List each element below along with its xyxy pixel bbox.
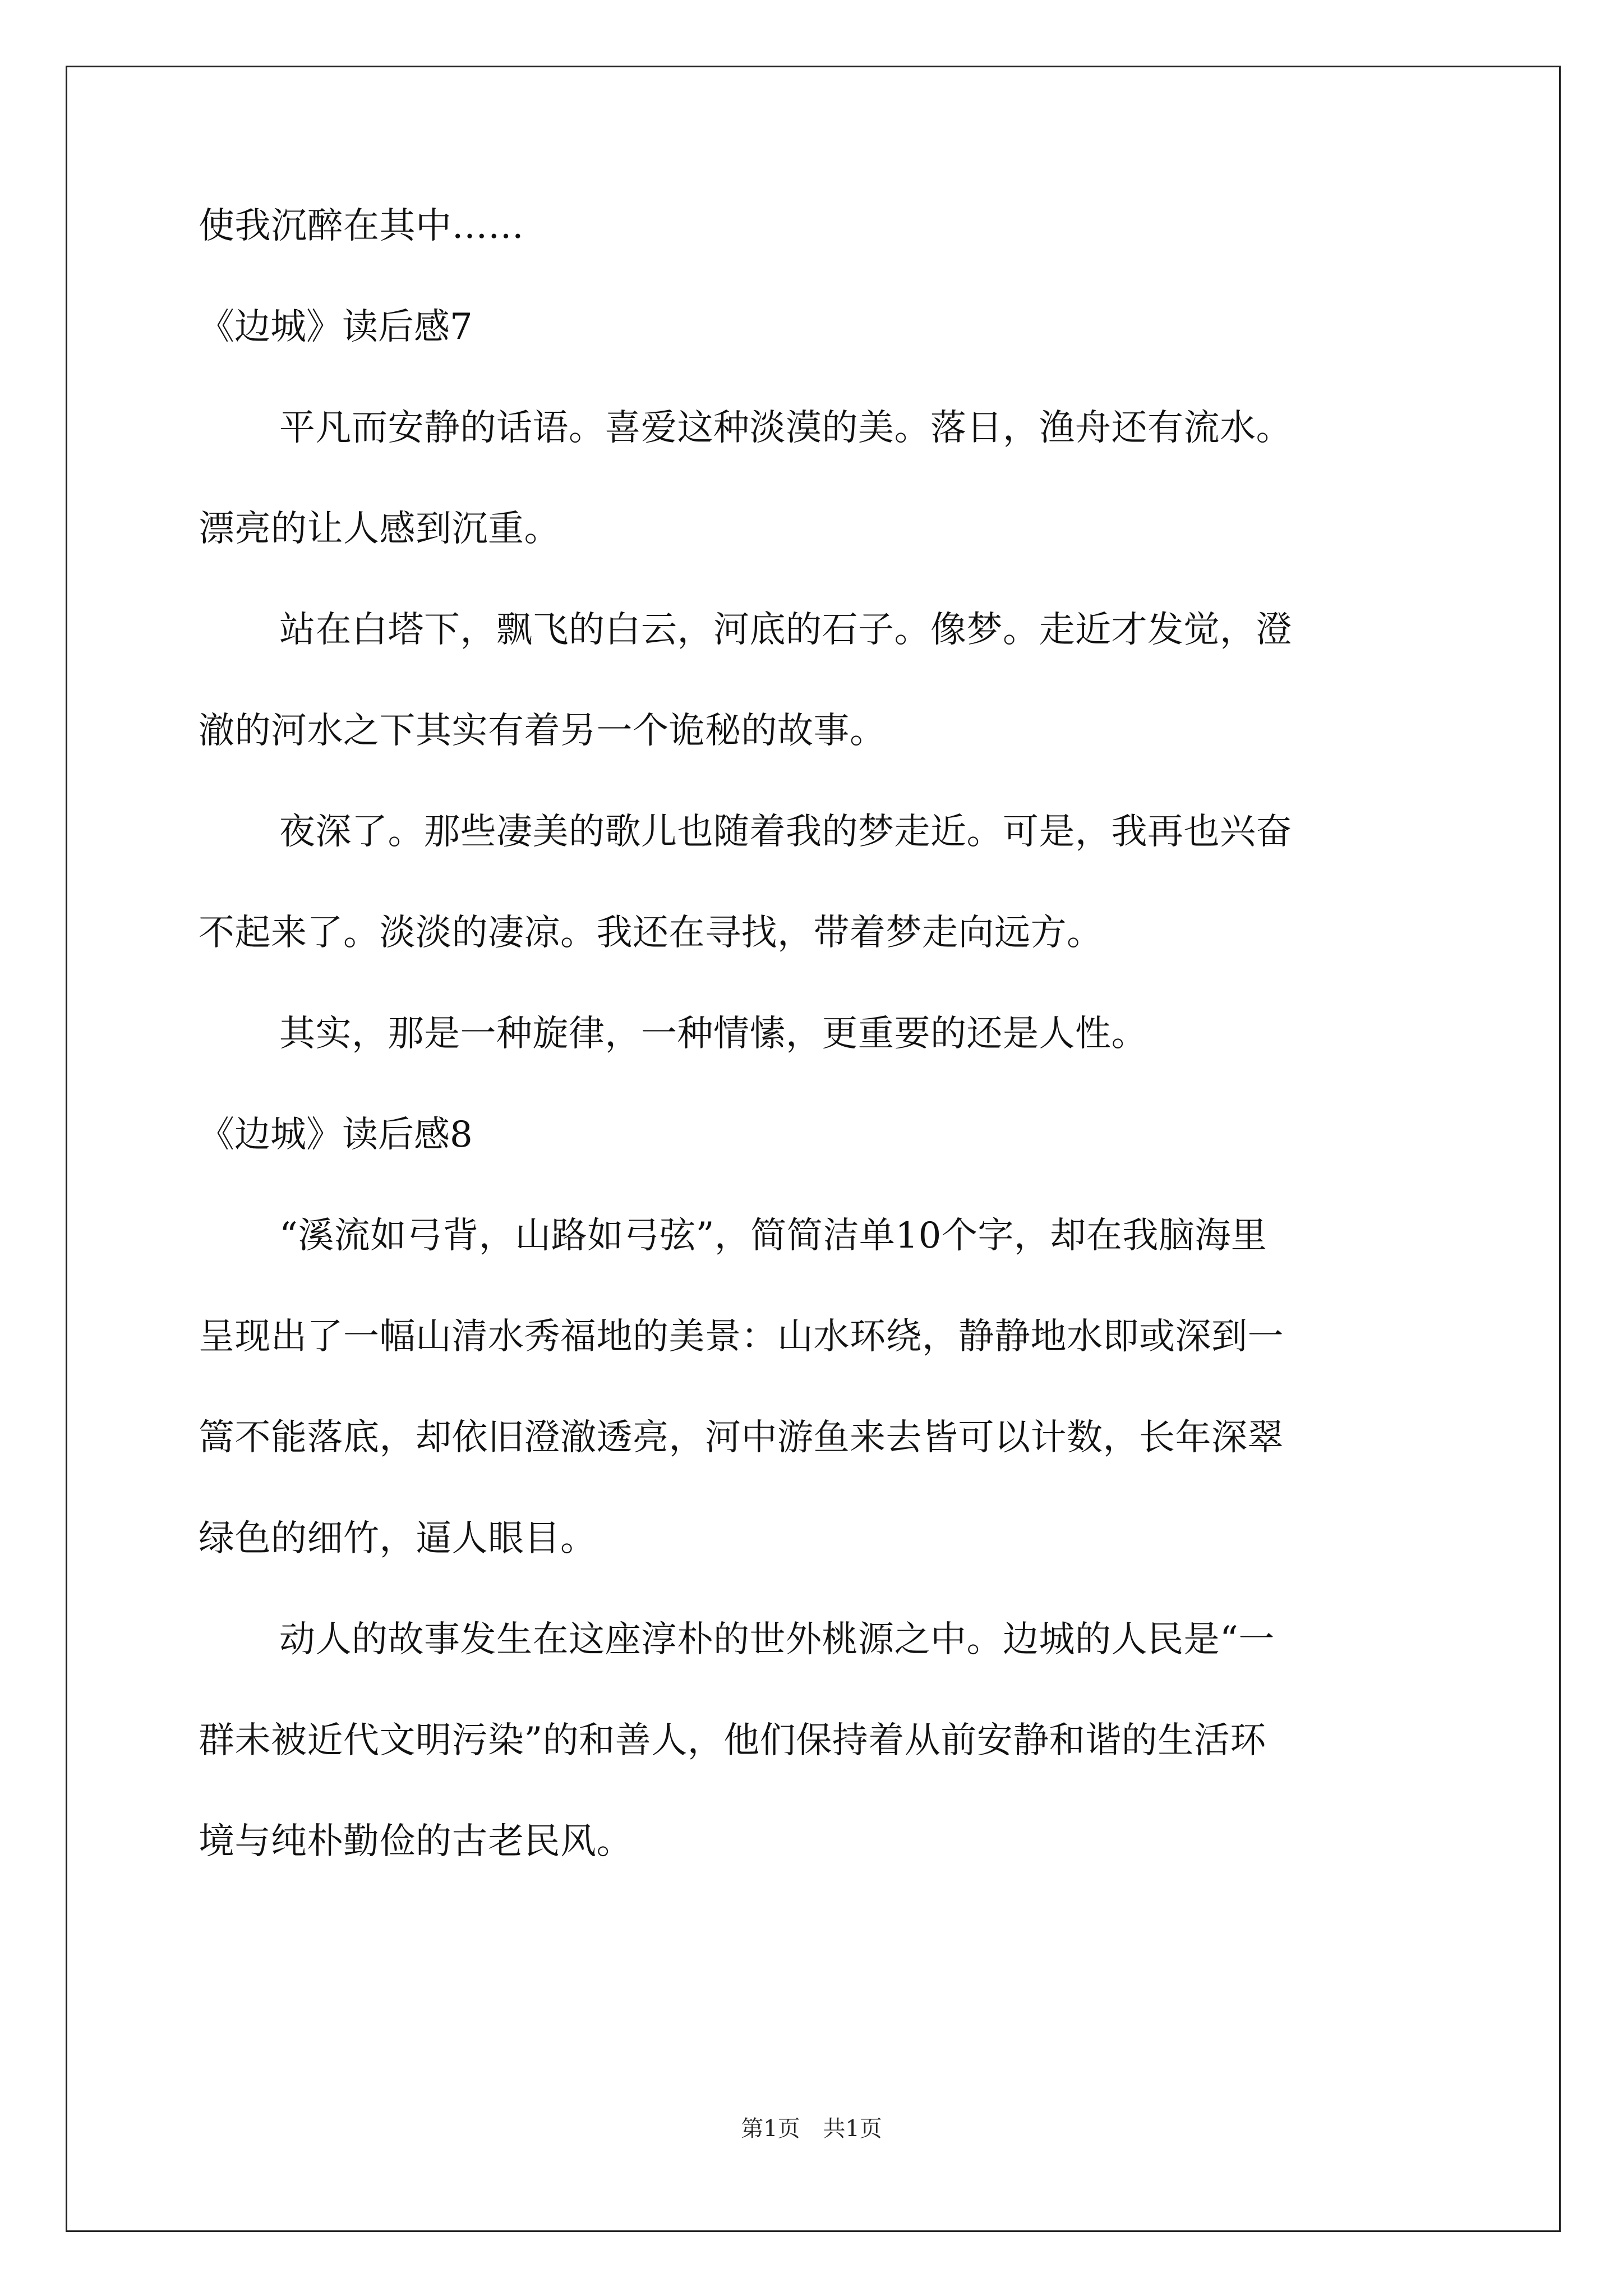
paragraph-line: 动人的故事发生在这座淳朴的世外桃源之中。边城的人民是“一 [279,1619,1275,1660]
paragraph-line: 站在白塔下，飘飞的白云，河底的石子。像梦。走近才发觉，澄 [279,609,1292,651]
paragraph-line: 不起来了。淡淡的凄凉。我还在寻找，带着梦走向远方。 [199,912,1103,954]
paragraph-line: 呈现出了一幅山清水秀福地的美景：山水环绕，静静地水即或深到一 [199,1316,1284,1358]
paragraph-line: 境与纯朴勤俭的古老民风。 [199,1821,633,1862]
paragraph-line: 群未被近代文明污染”的和善人，他们保持着从前安静和谐的生活环 [199,1720,1266,1761]
section-heading-8: 《边城》读后感8 [199,1114,473,1156]
page-total: 共1页 [823,2116,882,2142]
paragraph [199,605,1427,756]
paragraph-line: 其实，那是一种旋律，一种情愫，更重要的还是人性。 [279,1013,1147,1055]
paragraph [199,1614,1427,1867]
page-footer [0,2115,1623,2143]
paragraph-line: 绿色的细竹，逼人眼目。 [199,1518,597,1559]
paragraph-line: 夜深了。那些凄美的歌儿也随着我的梦走近。可是，我再也兴奋 [279,811,1292,853]
paragraph-line: 漂亮的让人感到沉重。 [199,508,560,550]
paragraph-line: 澈的河水之下其实有着另一个诡秘的故事。 [199,710,886,752]
section-heading-7: 《边城》读后感7 [199,306,473,348]
paragraph [199,1009,1427,1059]
opening-line: 使我沉醉在其中…… [199,205,524,247]
paragraph-line: “溪流如弓背，山路如弓弦”，简简洁单10个字，却在我脑海里 [279,1215,1267,1257]
paragraph [199,807,1427,958]
paragraph [199,403,1427,554]
paragraph-line: 篙不能落底，却依旧澄澈透亮，河中游鱼来去皆可以计数，长年深翠 [199,1417,1284,1458]
document-body [199,201,1427,1867]
page-number: 第1页 [741,2116,800,2142]
paragraph-line: 平凡而安静的话语。喜爱这种淡漠的美。落日，渔舟还有流水。 [279,407,1292,449]
paragraph [199,1211,1427,1564]
